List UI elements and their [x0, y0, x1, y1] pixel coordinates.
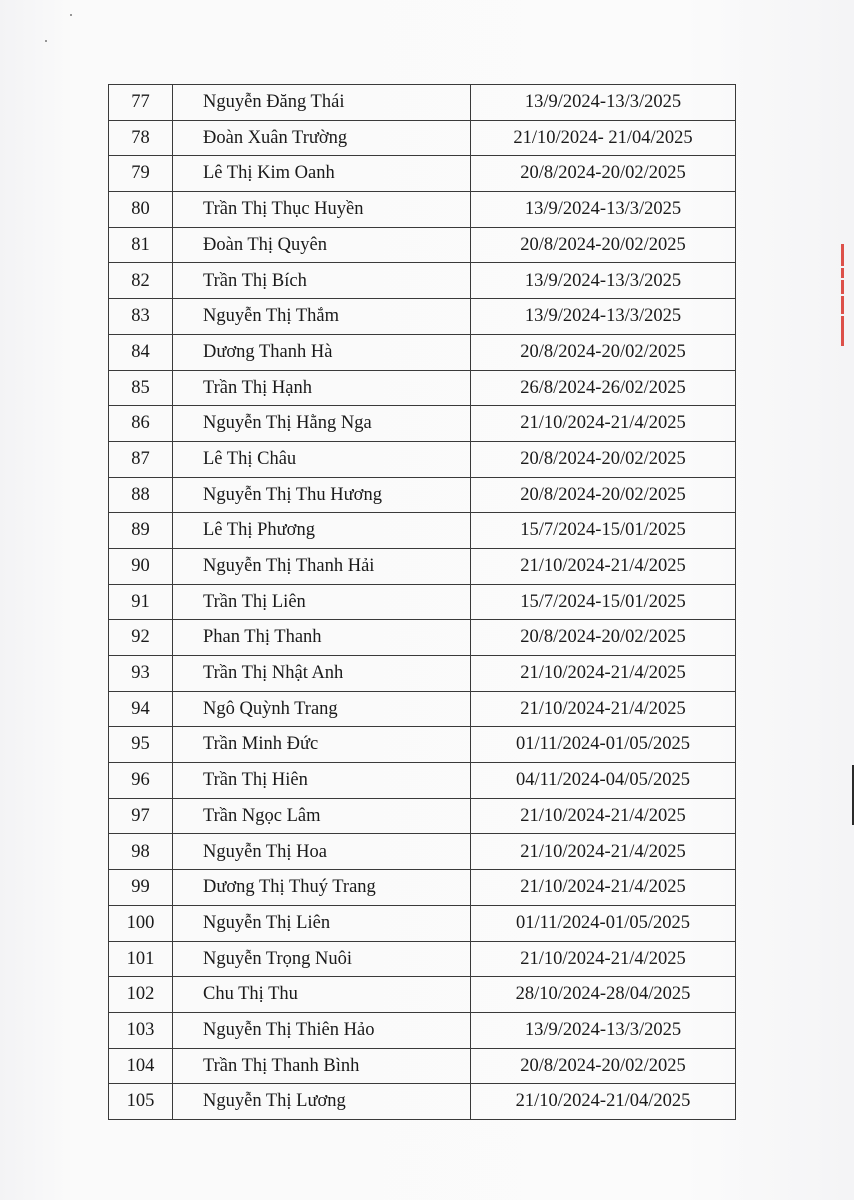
date-range-cell: 13/9/2024-13/3/2025 — [471, 263, 736, 299]
date-range-cell: 21/10/2024-21/4/2025 — [471, 798, 736, 834]
full-name-cell: Nguyễn Đăng Thái — [173, 85, 471, 121]
table-row — [109, 727, 736, 763]
date-range-cell: 21/10/2024-21/4/2025 — [471, 870, 736, 906]
full-name-cell: Đoàn Xuân Trường — [173, 120, 471, 156]
full-name-cell: Trần Thị Hạnh — [173, 370, 471, 406]
table-row — [109, 227, 736, 263]
date-range-cell: 20/8/2024-20/02/2025 — [471, 156, 736, 192]
red-seal-stamp-fragment — [830, 242, 854, 412]
date-range-cell: 20/8/2024-20/02/2025 — [471, 477, 736, 513]
row-number-cell: 86 — [109, 406, 173, 442]
date-range-cell: 20/8/2024-20/02/2025 — [471, 227, 736, 263]
full-name-cell: Phan Thị Thanh — [173, 620, 471, 656]
row-number-cell: 78 — [109, 120, 173, 156]
table-row — [109, 192, 736, 228]
table-row — [109, 477, 736, 513]
date-range-cell: 13/9/2024-13/3/2025 — [471, 1012, 736, 1048]
date-range-cell: 20/8/2024-20/02/2025 — [471, 441, 736, 477]
scan-speck — [45, 40, 47, 42]
date-range-cell: 01/11/2024-01/05/2025 — [471, 905, 736, 941]
row-number-cell: 81 — [109, 227, 173, 263]
row-number-cell: 83 — [109, 299, 173, 335]
row-number-cell: 88 — [109, 477, 173, 513]
roster-table-container — [108, 84, 735, 1120]
full-name-cell: Ngô Quỳnh Trang — [173, 691, 471, 727]
full-name-cell: Trần Thị Thục Huyền — [173, 192, 471, 228]
date-range-cell: 13/9/2024-13/3/2025 — [471, 299, 736, 335]
full-name-cell: Đoàn Thị Quyên — [173, 227, 471, 263]
row-number-cell: 103 — [109, 1012, 173, 1048]
roster-table — [108, 84, 736, 1120]
table-row — [109, 620, 736, 656]
table-row — [109, 691, 736, 727]
full-name-cell: Chu Thị Thu — [173, 977, 471, 1013]
row-number-cell: 93 — [109, 656, 173, 692]
row-number-cell: 96 — [109, 763, 173, 799]
table-row — [109, 905, 736, 941]
table-row — [109, 513, 736, 549]
table-row — [109, 584, 736, 620]
full-name-cell: Lê Thị Phương — [173, 513, 471, 549]
row-number-cell: 105 — [109, 1084, 173, 1120]
date-range-cell: 21/10/2024-21/4/2025 — [471, 656, 736, 692]
date-range-cell: 26/8/2024-26/02/2025 — [471, 370, 736, 406]
table-row — [109, 656, 736, 692]
table-row — [109, 834, 736, 870]
full-name-cell: Nguyễn Thị Thanh Hải — [173, 548, 471, 584]
table-row — [109, 334, 736, 370]
row-number-cell: 98 — [109, 834, 173, 870]
date-range-cell: 21/10/2024-21/4/2025 — [471, 834, 736, 870]
date-range-cell: 21/10/2024-21/4/2025 — [471, 548, 736, 584]
row-number-cell: 85 — [109, 370, 173, 406]
row-number-cell: 100 — [109, 905, 173, 941]
roster-table-body — [109, 85, 736, 1120]
row-number-cell: 102 — [109, 977, 173, 1013]
row-number-cell: 101 — [109, 941, 173, 977]
table-row — [109, 941, 736, 977]
table-row — [109, 977, 736, 1013]
row-number-cell: 87 — [109, 441, 173, 477]
full-name-cell: Trần Thị Liên — [173, 584, 471, 620]
full-name-cell: Trần Minh Đức — [173, 727, 471, 763]
table-row — [109, 85, 736, 121]
row-number-cell: 84 — [109, 334, 173, 370]
full-name-cell: Dương Thanh Hà — [173, 334, 471, 370]
date-range-cell: 20/8/2024-20/02/2025 — [471, 334, 736, 370]
date-range-cell: 21/10/2024-21/4/2025 — [471, 406, 736, 442]
table-row — [109, 1048, 736, 1084]
date-range-cell: 15/7/2024-15/01/2025 — [471, 513, 736, 549]
full-name-cell: Nguyễn Thị Lương — [173, 1084, 471, 1120]
full-name-cell: Trần Thị Hiên — [173, 763, 471, 799]
row-number-cell: 94 — [109, 691, 173, 727]
date-range-cell: 15/7/2024-15/01/2025 — [471, 584, 736, 620]
table-row — [109, 763, 736, 799]
date-range-cell: 21/10/2024- 21/04/2025 — [471, 120, 736, 156]
row-number-cell: 79 — [109, 156, 173, 192]
table-row — [109, 299, 736, 335]
table-row — [109, 1012, 736, 1048]
row-number-cell: 99 — [109, 870, 173, 906]
full-name-cell: Trần Thị Bích — [173, 263, 471, 299]
scan-speck — [70, 14, 72, 16]
date-range-cell: 21/10/2024-21/4/2025 — [471, 941, 736, 977]
table-row — [109, 406, 736, 442]
row-number-cell: 104 — [109, 1048, 173, 1084]
row-number-cell: 90 — [109, 548, 173, 584]
full-name-cell: Trần Ngọc Lâm — [173, 798, 471, 834]
date-range-cell: 04/11/2024-04/05/2025 — [471, 763, 736, 799]
row-number-cell: 80 — [109, 192, 173, 228]
row-number-cell: 82 — [109, 263, 173, 299]
row-number-cell: 95 — [109, 727, 173, 763]
date-range-cell: 13/9/2024-13/3/2025 — [471, 192, 736, 228]
row-number-cell: 91 — [109, 584, 173, 620]
date-range-cell: 13/9/2024-13/3/2025 — [471, 85, 736, 121]
date-range-cell: 21/10/2024-21/4/2025 — [471, 691, 736, 727]
table-row — [109, 120, 736, 156]
row-number-cell: 97 — [109, 798, 173, 834]
row-number-cell: 77 — [109, 85, 173, 121]
full-name-cell: Dương Thị Thuý Trang — [173, 870, 471, 906]
date-range-cell: 21/10/2024-21/04/2025 — [471, 1084, 736, 1120]
table-row — [109, 263, 736, 299]
table-row — [109, 1084, 736, 1120]
full-name-cell: Lê Thị Kim Oanh — [173, 156, 471, 192]
table-row — [109, 441, 736, 477]
date-range-cell: 20/8/2024-20/02/2025 — [471, 1048, 736, 1084]
date-range-cell: 20/8/2024-20/02/2025 — [471, 620, 736, 656]
row-number-cell: 89 — [109, 513, 173, 549]
full-name-cell: Nguyễn Thị Thiên Hảo — [173, 1012, 471, 1048]
table-row — [109, 548, 736, 584]
date-range-cell: 01/11/2024-01/05/2025 — [471, 727, 736, 763]
full-name-cell: Nguyễn Thị Hoa — [173, 834, 471, 870]
full-name-cell: Trần Thị Nhật Anh — [173, 656, 471, 692]
full-name-cell: Nguyễn Thị Liên — [173, 905, 471, 941]
full-name-cell: Lê Thị Châu — [173, 441, 471, 477]
full-name-cell: Nguyễn Trọng Nuôi — [173, 941, 471, 977]
date-range-cell: 28/10/2024-28/04/2025 — [471, 977, 736, 1013]
full-name-cell: Nguyễn Thị Hằng Nga — [173, 406, 471, 442]
full-name-cell: Nguyễn Thị Thắm — [173, 299, 471, 335]
row-number-cell: 92 — [109, 620, 173, 656]
table-row — [109, 156, 736, 192]
table-row — [109, 798, 736, 834]
full-name-cell: Nguyễn Thị Thu Hương — [173, 477, 471, 513]
table-row — [109, 370, 736, 406]
table-row — [109, 870, 736, 906]
full-name-cell: Trần Thị Thanh Bình — [173, 1048, 471, 1084]
